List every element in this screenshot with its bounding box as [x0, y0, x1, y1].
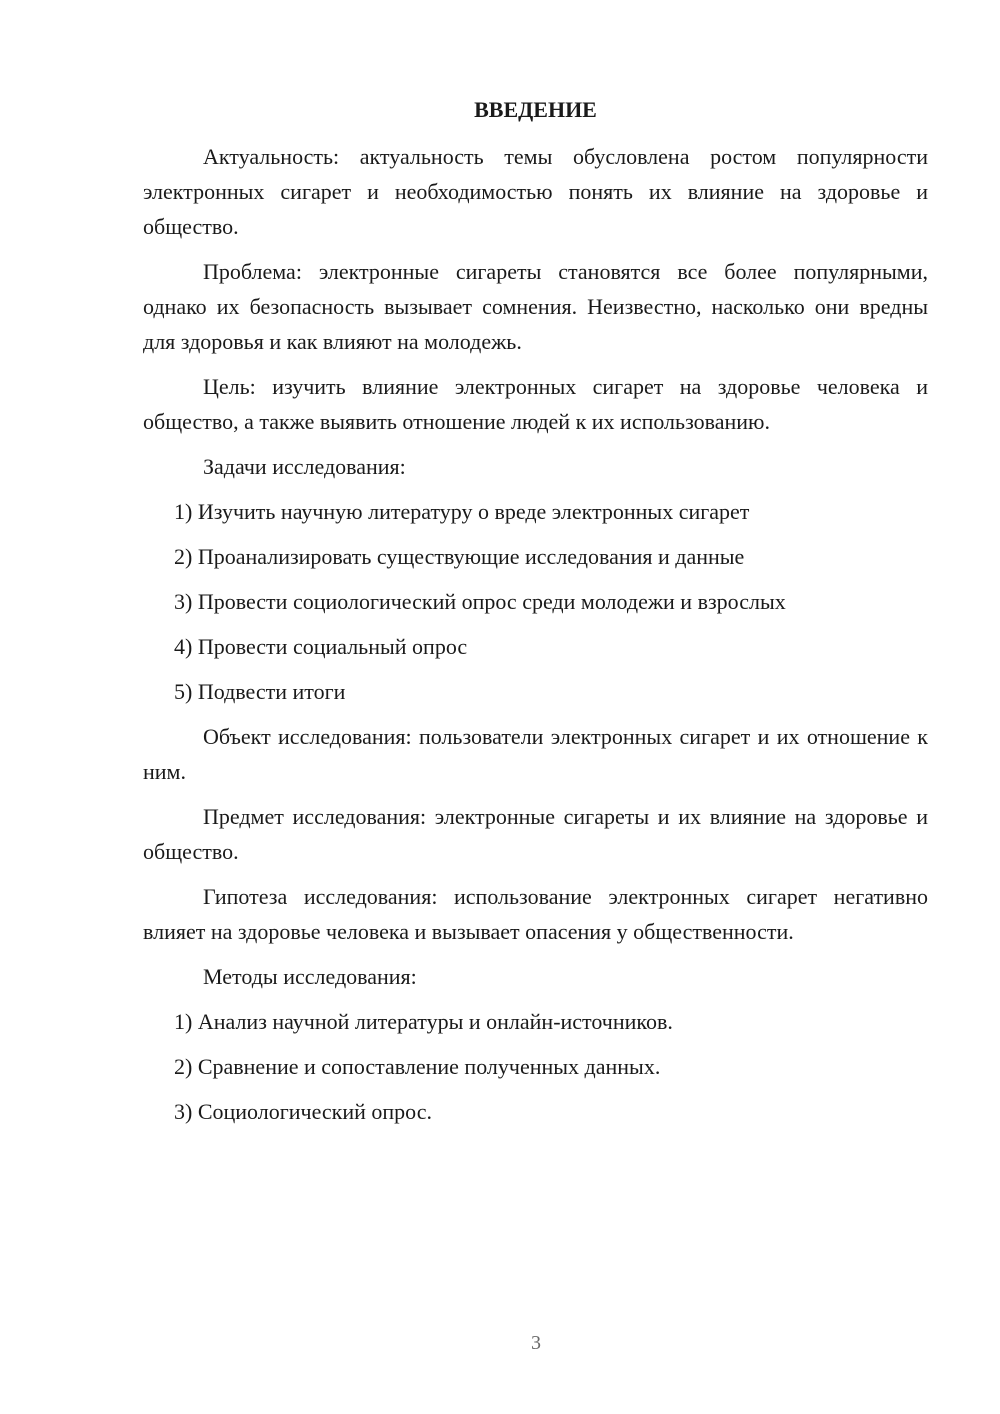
section-title: ВВЕДЕНИЕ	[474, 97, 597, 122]
tasks-list	[143, 494, 928, 709]
page-content	[143, 93, 928, 1139]
task-item: 3) Провести социологический опрос среди молодежи и взрослых	[174, 589, 786, 614]
task-item: 2) Проанализировать существующие исследования и данные	[174, 544, 745, 569]
tasks-heading: Задачи исследования:	[203, 454, 406, 479]
method-item: 2) Сравнение и сопоставление полученных данных.	[174, 1054, 661, 1079]
methods-heading: Методы исследования:	[203, 964, 417, 989]
hypothesis-paragraph: Гипотеза исследования: использование электронных сигарет негативно влияет на здоровье человека и вызывает опасения у общественности.	[143, 884, 928, 944]
object-paragraph: Объект исследования: пользователи электронных сигарет и их отношение к ним.	[143, 724, 928, 784]
method-item: 3) Социологический опрос.	[174, 1099, 432, 1124]
subject-paragraph: Предмет исследования: электронные сигареты и их влияние на здоровье и общество.	[143, 804, 928, 864]
problem-paragraph: Проблема: электронные сигареты становятся все более популярными, однако их безопасность вызывает сомнения. Неизвестно, насколько они вредны для здоровья и как влияют на молодежь.	[143, 259, 928, 354]
methods-list	[143, 1004, 928, 1129]
goal-paragraph: Цель: изучить влияние электронных сигарет на здоровье человека и общество, а также выявить отношение людей к их использованию.	[143, 374, 928, 434]
relevance-paragraph: Актуальность: актуальность темы обусловлена ростом популярности электронных сигарет и необходимостью понять их влияние на здоровье и общество.	[143, 144, 928, 239]
page-number: 3	[531, 1332, 541, 1354]
task-item: 4) Провести социальный опрос	[174, 634, 468, 659]
method-item: 1) Анализ научной литературы и онлайн-источников.	[174, 1009, 673, 1034]
task-item: 1) Изучить научную литературу о вреде электронных сигарет	[174, 499, 750, 524]
task-item: 5) Подвести итоги	[174, 679, 346, 704]
